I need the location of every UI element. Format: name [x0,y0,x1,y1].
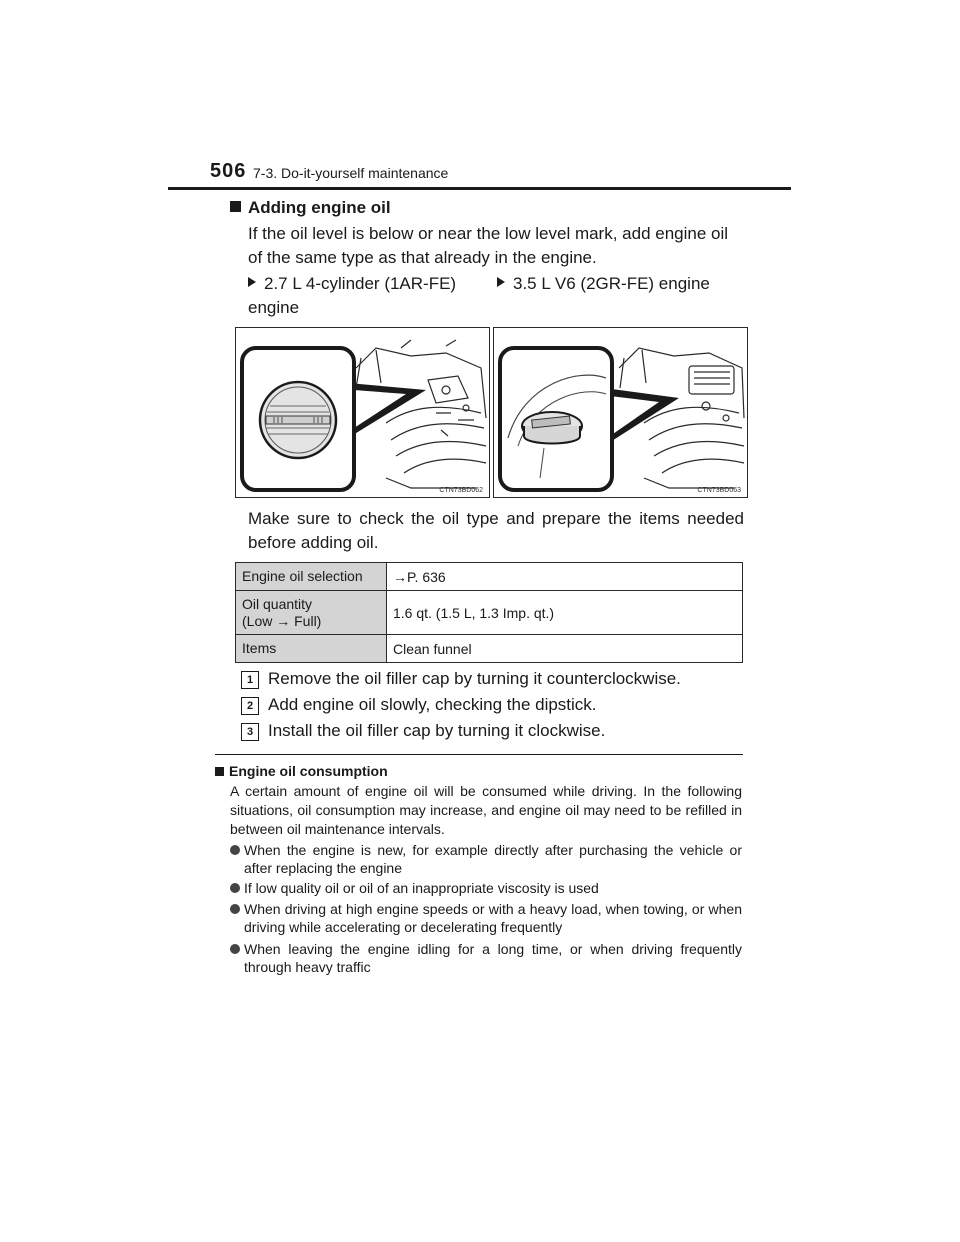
table-row [236,591,743,635]
step-number-badge: 2 [241,697,259,715]
section-title-text: Adding engine oil [248,198,391,217]
figure-code: CTN73BD062 [439,487,483,494]
subsection-divider [215,754,743,755]
page-number: 506 [210,160,247,182]
circle-bullet-icon [230,904,240,914]
table-value: Clean funnel [387,635,743,663]
step-2 [241,693,597,717]
triangle-arrow-icon [248,277,256,287]
variant-4-cylinder [248,272,488,320]
subsection-title [215,763,388,779]
table-value: 1.6 qt. (1.5 L, 1.3 Imp. qt.) [387,591,743,635]
table-key: Engine oil selection [236,563,387,591]
circle-bullet-icon [230,845,240,855]
table-key: Items [236,635,387,663]
variant-label: 3.5 L V6 (2GR-FE) engine [513,274,710,293]
circle-bullet-icon [230,944,240,954]
note-paragraph: Make sure to check the oil type and prepare the items needed before adding oil. [248,509,744,552]
section-title [230,198,391,218]
square-bullet-icon [230,201,241,212]
table-key: Oil quantity (Low → Full) [236,591,387,635]
list-item: When the engine is new, for example directly after purchasing the vehicle or after replacing the engine [230,841,742,877]
variant-label: 2.7 L 4-cylinder (1AR-FE) engine [248,274,457,317]
step-text: Remove the oil filler cap by turning it counterclockwise. [268,669,681,688]
square-bullet-icon [215,767,224,776]
table-value: →P. 636 [387,563,743,591]
engine-illustration [494,328,747,497]
intro-paragraph: If the oil level is below or near the low level mark, add engine oil of the same type as that already in the engine. [248,224,729,267]
list-item: When leaving the engine idling for a long time, or when driving frequently through heavy traffic [230,940,742,976]
step-text: Add engine oil slowly, checking the dipstick. [268,695,597,714]
header-divider [168,187,791,190]
step-number-badge: 3 [241,723,259,741]
circle-bullet-icon [230,883,240,893]
list-item: If low quality oil or oil of an inappropriate viscosity is used [230,879,742,897]
step-1 [241,667,681,691]
engine-illustration [236,328,489,497]
subsection-title-text: Engine oil consumption [229,763,388,779]
variant-v6 [497,272,737,296]
triangle-arrow-icon [497,277,505,287]
figure-code: CTN73BD063 [697,487,741,494]
step-number-badge: 1 [241,671,259,689]
section-label: 7-3. Do-it-yourself maintenance [253,165,449,181]
table-row [236,563,743,591]
figure-v6-oil-cap [493,327,748,498]
step-3 [241,719,605,743]
oil-spec-table [235,562,743,663]
subsection-body: A certain amount of engine oil will be consumed while driving. In the following situations, oil consumption may increase, and engine oil may need to be refilled in between oil maintenance intervals. [230,783,742,837]
figure-4-cylinder-oil-cap [235,327,490,498]
list-item: When driving at high engine speeds or with a heavy load, when towing, or when driving while accelerating or decelerating frequently [230,900,742,936]
step-text: Install the oil filler cap by turning it clockwise. [268,721,606,740]
table-row [236,635,743,663]
